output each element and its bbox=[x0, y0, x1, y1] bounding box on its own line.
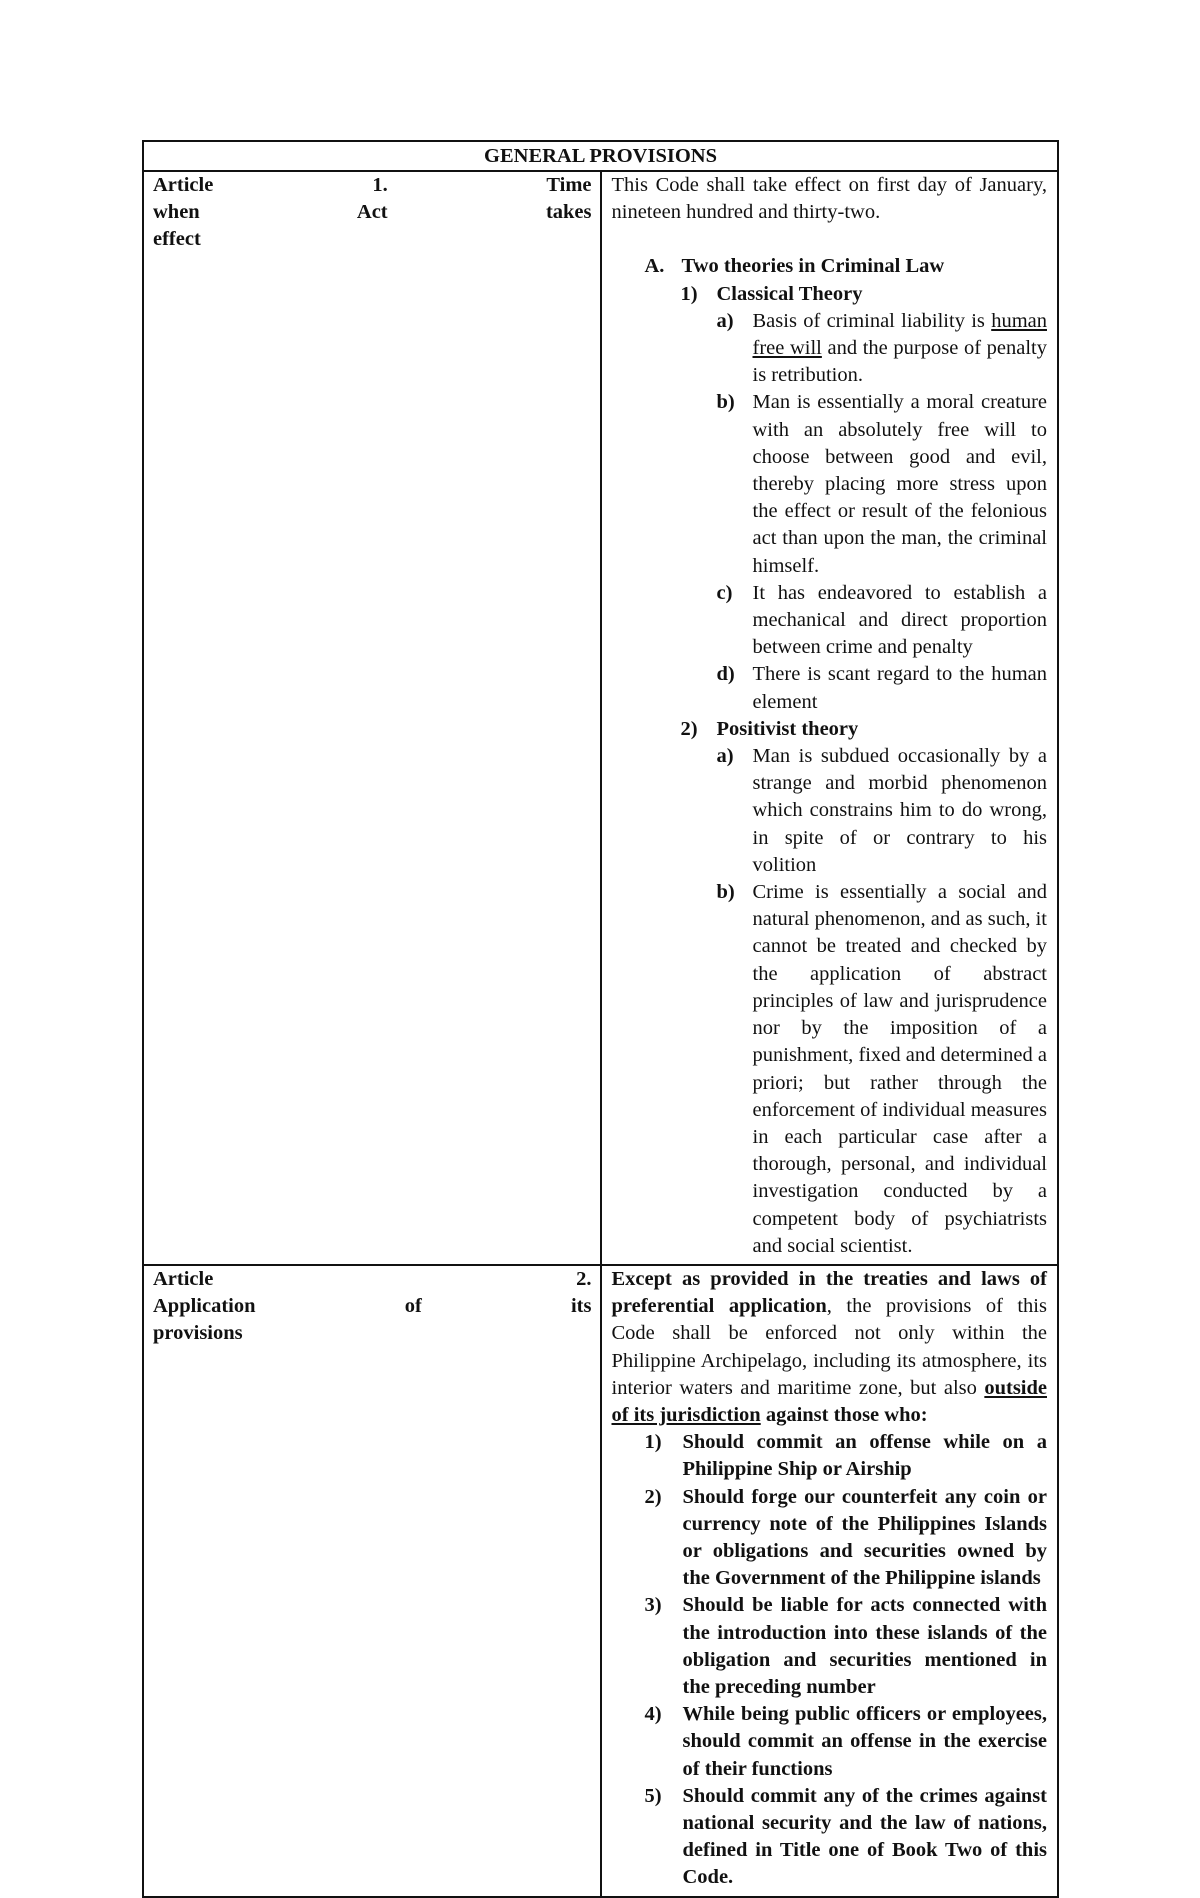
article-2-title-line-1: Article 2. bbox=[153, 1267, 592, 1290]
list-marker: 5) bbox=[644, 1784, 662, 1807]
list-item bbox=[644, 1429, 1048, 1483]
list-text: There is scant regard to the human element bbox=[752, 663, 1047, 713]
intro-underlined: outside of its jurisdiction bbox=[611, 1376, 1047, 1426]
general-provisions-table bbox=[142, 140, 1059, 1898]
list-item bbox=[716, 743, 1048, 879]
list-text: While being public officers or employees, should commit an offense in the exercise of their functions bbox=[682, 1703, 1047, 1780]
positivist-theory-list bbox=[717, 743, 1048, 1260]
list-item bbox=[716, 580, 1048, 662]
list-item bbox=[644, 1592, 1048, 1701]
list-item bbox=[644, 1783, 1048, 1892]
theory-1-title: Classical Theory bbox=[716, 282, 863, 305]
article-1-intro: This Code shall take effect on first day of January, nineteen hundred and thirty-two. bbox=[611, 174, 1047, 224]
list-text: Man is subdued occasionally by a strange and morbid phenomenon which constrains him to do wrong, in spite of or contrary to his volition bbox=[752, 745, 1047, 876]
list-text: Should commit any of the crimes against national security and the law of nations, defined in Title one of Book Two of this Code. bbox=[682, 1784, 1047, 1889]
theory-list bbox=[682, 281, 1048, 1260]
list-item bbox=[644, 1701, 1048, 1783]
list-item bbox=[644, 1484, 1048, 1593]
list-marker: 4) bbox=[644, 1703, 662, 1726]
list-text-post: and the purpose of penalty is retribution. bbox=[752, 337, 1047, 387]
article-2-title bbox=[143, 1265, 601, 1897]
theory-1-marker: 1) bbox=[680, 282, 698, 305]
article-1-content bbox=[601, 171, 1059, 1265]
intro-mid: , the provisions of this Code shall be enforced not only within the Philippine Archipelago, including its atmosphere, its interior waters and maritime zone, but also bbox=[611, 1295, 1047, 1399]
list-marker: b) bbox=[716, 391, 735, 414]
article-2-title-line-3: provisions bbox=[153, 1322, 243, 1345]
list-text-pre: Basis of criminal liability is bbox=[752, 309, 992, 332]
article-2-intro bbox=[612, 1266, 1048, 1429]
article-2-content bbox=[601, 1265, 1059, 1897]
article-1-row bbox=[143, 171, 1058, 1265]
section-a-item bbox=[644, 253, 1048, 1260]
list-item bbox=[716, 661, 1048, 715]
list-text: It has endeavored to establish a mechanical and direct proportion between crime and penalty bbox=[752, 581, 1047, 659]
list-item bbox=[716, 879, 1048, 1260]
list-marker: a) bbox=[716, 309, 734, 332]
section-a-marker: A. bbox=[644, 255, 665, 278]
theory-1-item bbox=[680, 281, 1048, 716]
list-marker: 1) bbox=[644, 1431, 662, 1454]
list-text: Should commit an offense while on a Philippine Ship or Airship bbox=[682, 1431, 1047, 1481]
theories-section bbox=[612, 253, 1048, 1260]
section-a-title: Two theories in Criminal Law bbox=[681, 255, 945, 278]
article-1-title-line-1: Article 1. Time bbox=[153, 174, 592, 196]
list-text: Should forge our counterfeit any coin or currency note of the Philippines Islands or obligations and securities owned by the Government of the Philippine islands bbox=[682, 1485, 1047, 1590]
table-header: GENERAL PROVISIONS bbox=[143, 141, 1058, 171]
intro-bold: Except as provided in the treaties and laws of preferential application bbox=[611, 1267, 1047, 1318]
classical-theory-list bbox=[717, 308, 1048, 716]
list-marker: d) bbox=[716, 663, 735, 686]
article-1-title-line-3: effect bbox=[153, 228, 201, 251]
theory-2-marker: 2) bbox=[680, 717, 698, 740]
list-marker: 3) bbox=[644, 1594, 662, 1617]
list-marker: 2) bbox=[644, 1485, 662, 1508]
list-text: Man is essentially a moral creature with an absolutely free will to choose between good and evil, thereby placing more stress upon the effect or result of the felonious act than upon the man, the criminal himself. bbox=[752, 391, 1047, 577]
theory-2-title: Positivist theory bbox=[716, 717, 859, 740]
theory-2-item bbox=[680, 716, 1048, 1260]
list-item bbox=[716, 389, 1048, 579]
article-2-title-line-2: Application of its bbox=[153, 1295, 592, 1318]
list-marker: b) bbox=[716, 881, 735, 904]
list-marker: a) bbox=[716, 745, 734, 768]
intro-end: against those who: bbox=[760, 1403, 928, 1426]
list-text: Should be liable for acts connected with the introduction into these islands of the obligation and securities mentioned in the preceding number bbox=[682, 1594, 1047, 1698]
list-marker: c) bbox=[716, 581, 733, 604]
article-1-title-line-2: when Act takes bbox=[153, 201, 592, 224]
underlined-term: human free will bbox=[752, 309, 1047, 360]
article-2-list bbox=[612, 1429, 1048, 1891]
article-1-title bbox=[143, 171, 601, 1265]
article-2-row bbox=[143, 1265, 1058, 1897]
list-text: Crime is essentially a social and natural phenomenon, and as such, it cannot be treated and checked by the application of abstract principles of law and jurisprudence nor by the imposition of a punishment, fixed and determined a priori; but rather through the enforcement of individual measures in each particular case after a thorough, personal, and individual investigation conducted by a competent body of psychiatrists and social scientist. bbox=[752, 881, 1047, 1257]
list-item bbox=[716, 308, 1048, 390]
